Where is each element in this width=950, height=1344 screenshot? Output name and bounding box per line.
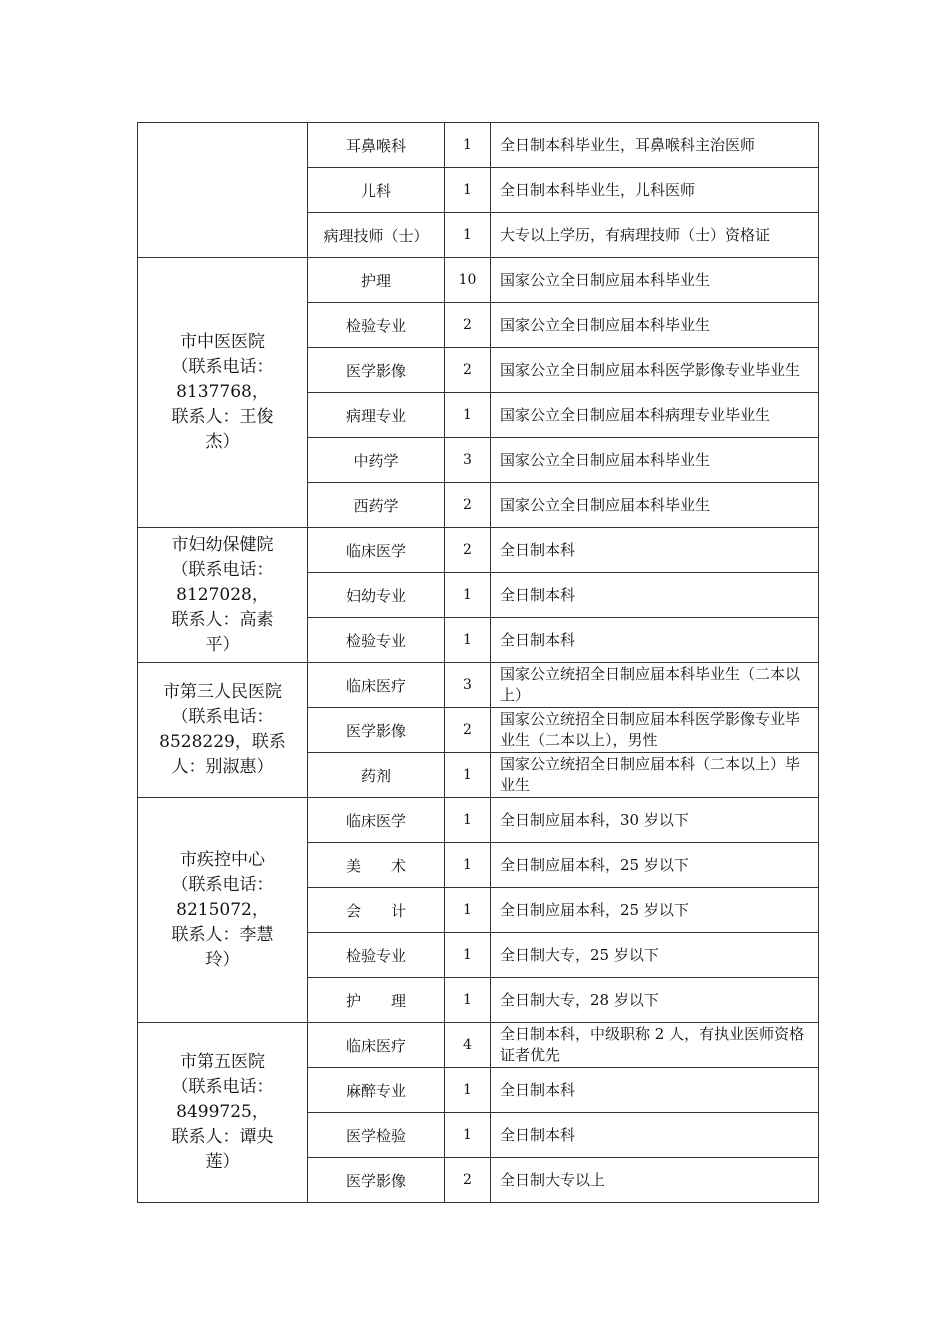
table-row [138, 1023, 819, 1068]
employer-line: 平） [205, 634, 240, 655]
post-cell: 病理技师（士） [308, 213, 445, 258]
employer-line: 市第五医院 [180, 1052, 265, 1072]
requirement-cell: 国家公立统招全日制应届本科（二本以上）毕业生 [491, 753, 819, 798]
count-cell: 1 [445, 168, 491, 213]
count-cell: 1 [445, 393, 491, 438]
count-cell: 1 [445, 573, 491, 618]
post-cell: 医学影像 [308, 1158, 445, 1203]
count-cell: 1 [445, 798, 491, 843]
count-cell: 1 [445, 888, 491, 933]
employer-line: 8528229，联系 [159, 732, 286, 752]
requirement-cell: 全日制本科 [491, 528, 819, 573]
employer-line: 莲） [205, 1152, 240, 1172]
employer-line: （联系电话： [171, 1077, 274, 1097]
requirement-cell: 全日制本科，中级职称 2 人，有执业医师资格证者优先 [491, 1023, 819, 1068]
post-cell: 护理 [308, 258, 445, 303]
post-cell: 西药学 [308, 483, 445, 528]
employer-line: 联系人：高素 [171, 609, 274, 630]
table-row [138, 663, 819, 708]
requirement-cell: 全日制大专以上 [491, 1158, 819, 1203]
requirement-cell: 国家公立统招全日制应届本科医学影像专业毕业生（二本以上），男性 [491, 708, 819, 753]
post-cell: 护 理 [308, 978, 445, 1023]
post-cell: 检验专业 [308, 303, 445, 348]
count-cell: 1 [445, 753, 491, 798]
requirement-cell: 国家公立全日制应届本科毕业生 [491, 483, 819, 528]
requirement-cell: 全日制应届本科，30 岁以下 [491, 798, 819, 843]
post-cell: 药剂 [308, 753, 445, 798]
post-cell: 病理专业 [308, 393, 445, 438]
recruitment-table [137, 122, 819, 1203]
count-cell: 2 [445, 483, 491, 528]
post-cell: 检验专业 [308, 933, 445, 978]
requirement-cell: 国家公立全日制应届本科毕业生 [491, 303, 819, 348]
employer-line: （联系电话： [171, 874, 274, 895]
post-cell: 妇幼专业 [308, 573, 445, 618]
employer-line: 8215072， [176, 899, 269, 920]
employer-line: 市第三人民医院 [163, 682, 282, 702]
requirement-cell: 国家公立全日制应届本科毕业生 [491, 258, 819, 303]
table-row [138, 528, 819, 573]
employer-line: 市妇幼保健院 [171, 534, 274, 555]
requirement-cell: 国家公立全日制应届本科医学影像专业毕业生 [491, 348, 819, 393]
employer-line: 联系人：李慧 [171, 924, 274, 945]
table-row [138, 798, 819, 843]
post-cell: 临床医学 [308, 528, 445, 573]
count-cell: 1 [445, 618, 491, 663]
employer-line: 8137768， [176, 382, 269, 402]
count-cell: 1 [445, 123, 491, 168]
requirement-cell: 全日制本科 [491, 573, 819, 618]
count-cell: 2 [445, 708, 491, 753]
post-cell: 儿科 [308, 168, 445, 213]
employer-cell [138, 663, 308, 798]
employer-line: 8499725， [176, 1102, 269, 1122]
requirement-cell: 全日制应届本科，25 岁以下 [491, 843, 819, 888]
count-cell: 10 [445, 258, 491, 303]
count-cell: 2 [445, 1158, 491, 1203]
requirement-cell: 全日制本科 [491, 1068, 819, 1113]
recruitment-table-page [137, 122, 818, 1203]
requirement-cell: 全日制本科 [491, 618, 819, 663]
requirement-cell: 国家公立全日制应届本科病理专业毕业生 [491, 393, 819, 438]
post-cell: 医学影像 [308, 708, 445, 753]
requirement-cell: 大专以上学历，有病理技师（士）资格证 [491, 213, 819, 258]
post-cell: 会 计 [308, 888, 445, 933]
requirement-cell: 全日制本科毕业生，耳鼻喉科主治医师 [491, 123, 819, 168]
post-cell: 中药学 [308, 438, 445, 483]
employer-line: 杰） [205, 432, 240, 452]
post-cell: 临床医学 [308, 798, 445, 843]
post-cell: 医学影像 [308, 348, 445, 393]
count-cell: 2 [445, 528, 491, 573]
post-cell: 麻醉专业 [308, 1068, 445, 1113]
employer-line: 人：别淑惠） [171, 757, 274, 777]
count-cell: 2 [445, 348, 491, 393]
employer-cell [138, 258, 308, 528]
table-body [138, 123, 819, 1203]
employer-line: 8127028， [176, 584, 269, 605]
count-cell: 1 [445, 978, 491, 1023]
post-cell: 美 术 [308, 843, 445, 888]
table-row [138, 123, 819, 168]
count-cell: 1 [445, 1113, 491, 1158]
count-cell: 3 [445, 663, 491, 708]
count-cell: 1 [445, 933, 491, 978]
requirement-cell: 国家公立统招全日制应届本科毕业生（二本以上） [491, 663, 819, 708]
table-row [138, 258, 819, 303]
post-cell: 临床医疗 [308, 663, 445, 708]
count-cell: 4 [445, 1023, 491, 1068]
count-cell: 1 [445, 1068, 491, 1113]
post-cell: 检验专业 [308, 618, 445, 663]
employer-line: 市疾控中心 [180, 849, 265, 870]
employer-line: 联系人：谭央 [171, 1127, 274, 1147]
requirement-cell: 全日制大专，25 岁以下 [491, 933, 819, 978]
post-cell: 临床医疗 [308, 1023, 445, 1068]
requirement-cell: 全日制应届本科，25 岁以下 [491, 888, 819, 933]
employer-line: 市中医医院 [180, 332, 265, 352]
requirement-cell: 全日制大专，28 岁以下 [491, 978, 819, 1023]
employer-line: （联系电话： [171, 707, 274, 727]
employer-cell [138, 123, 308, 258]
employer-line: 玲） [205, 949, 240, 970]
employer-line: （联系电话： [171, 559, 274, 580]
count-cell: 3 [445, 438, 491, 483]
post-cell: 医学检验 [308, 1113, 445, 1158]
count-cell: 2 [445, 303, 491, 348]
employer-cell [138, 798, 308, 1023]
requirement-cell: 全日制本科毕业生，儿科医师 [491, 168, 819, 213]
employer-line: （联系电话： [171, 357, 274, 377]
count-cell: 1 [445, 213, 491, 258]
employer-cell [138, 528, 308, 663]
post-cell: 耳鼻喉科 [308, 123, 445, 168]
requirement-cell: 全日制本科 [491, 1113, 819, 1158]
employer-cell [138, 1023, 308, 1203]
requirement-cell: 国家公立全日制应届本科毕业生 [491, 438, 819, 483]
employer-line: 联系人：王俊 [171, 407, 274, 427]
count-cell: 1 [445, 843, 491, 888]
